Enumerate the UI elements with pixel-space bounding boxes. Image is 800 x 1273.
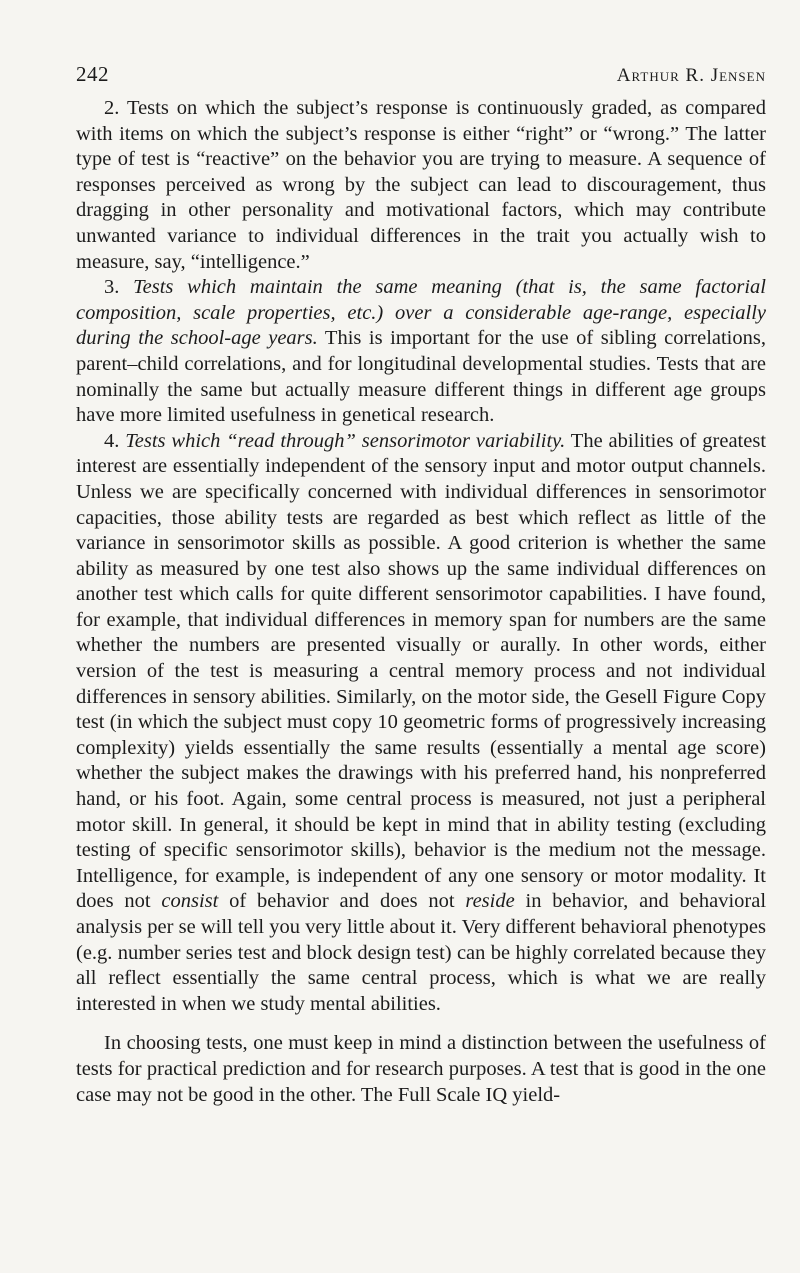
list-item-2 [76, 96, 766, 275]
book-page [76, 62, 766, 1108]
list-item-4-heading: Tests which “read through” sensorimotor variability. [125, 429, 566, 452]
emphasis-consist: consist [161, 890, 219, 913]
list-item-4-body-a: The abilities of greatest interest are essentially independent of the sensory input and motor output channels. Unless we are specifically concerned with individual differences in sensorimotor capacities, those ability tests are regarded as best which reflect as little of the variance in sensorimotor skills as possible. A good criterion is whether the same ability as measured by one test also shows up the same individual differences on another test which calls for quite different sensorimotor capabilities. I have found, for example, that individual differences in memory span for numbers are the same whether the numbers are presented visually or aurally. In other words, either version of the test is measuring a central memory process and not individual differences in sensory abilities. Similarly, on the motor side, the Gesell Figure Copy test (in which the subject must copy 10 geometric forms of progressively increasing complexity) yields essentially the same results (essentially a mental age score) whether the subject makes the drawings with his preferred hand, his nonpreferred hand, or his foot. Again, some central process is measured, not just a peripheral motor skill. In general, it should be kept in mind that in ability testing (excluding testing of specific sensorimotor skills), behavior is the medium not the message. Intelligence, for example, is independent of any one sensory or motor modality. It does not [76, 429, 767, 913]
list-item-3-number: 3. [104, 276, 120, 299]
list-item-3 [76, 275, 766, 429]
running-head-author: Arthur R. Jensen [616, 65, 766, 86]
list-item-4-body-c: in behavior, and behavioral analysis per se will tell you very little about it. Very different behavioral phenotypes (e.g. number series test and block design test) can be highly correlated because they all reflect essentially the same central process, which is what we are really interested in when we study mental abilities. [76, 890, 767, 1015]
list-item-4 [76, 429, 766, 1018]
list-item-3-body: This is important for the use of sibling correlations, parent–child correlations, and for longitudinal developmental studies. Tests that are nominally the same but actually measure different things in different age groups have more limited usefulness in genetical research. [76, 327, 766, 427]
running-head [76, 62, 766, 92]
emphasis-reside: reside [465, 890, 515, 913]
list-item-3-heading: Tests which maintain the same meaning (that is, the same factorial composition, scale properties, etc.) over a considerable age-range, especially during the school-age years. [76, 276, 766, 350]
list-item-2-text: 2. Tests on which the subject’s response is continuously graded, as compared with items on which the subject’s response is either “right” or “wrong.” The latter type of test is “reactive” on the behavior you are trying to measure. A sequence of responses perceived as wrong by the subject can lead to discouragement, thus dragging in other personality and motivational factors, which may contribute unwanted variance to individual differences in the trait you actually wish to measure, say, “intelligence.” [76, 97, 766, 273]
page-number: 242 [76, 62, 109, 86]
list-item-4-body-b: of behavior and does not [229, 890, 455, 913]
list-item-4-number: 4. [104, 429, 120, 452]
closing-paragraph: In choosing tests, one must keep in mind a distinction between the usefulness of tests for practical prediction and for research purposes. A test that is good in the one case may not be good in the other. The Full Scale IQ yield- [76, 1032, 766, 1106]
